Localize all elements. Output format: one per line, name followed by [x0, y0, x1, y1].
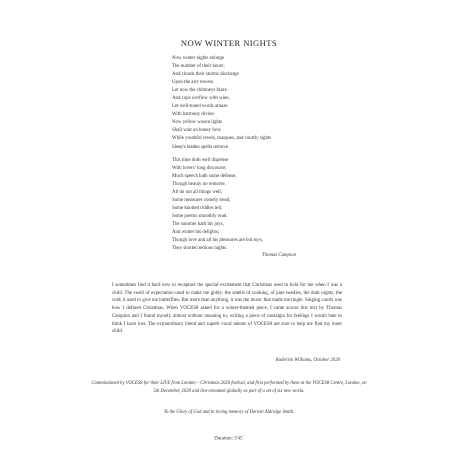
poem-line: Sleep's leaden spells remove.	[172, 144, 230, 150]
commission-note: Commissioned by VOCES8 for their LIVE from London – Christmas 2020 festival, and first performed by them at the VOCES8 Centre, London, on 5th December, 2020 and live-streamed globally as part of a set of six new works.	[91, 381, 367, 394]
poem-line: Some poems smoothly read.	[172, 213, 228, 219]
poem-line: Much speech hath some defense,	[172, 173, 237, 179]
poem-line: And cups o'erflow with wine,	[172, 96, 230, 102]
duration	[0, 434, 458, 442]
poem-line: Some knotted riddles tell,	[172, 205, 223, 211]
poem-line: While youthful revels, masques, and courtly sights	[172, 136, 272, 142]
poem-line: Shall wait on honey love	[172, 128, 221, 134]
duration-label: Duration: 3'45	[214, 436, 243, 442]
poem-title: NOW WINTER NIGHTS	[180, 38, 278, 48]
poem-line: Upon the airy towers.	[172, 80, 215, 86]
poem-line: And winter his delights;	[172, 229, 220, 235]
composer-note: I sometimes find it hard now to recapture the special excitement that Christmas used to hold for me when I was a child. The swell of expectation used to make me giddy; the smells of cooking, of pine needles, the dark nights, the cold, it used to give me butterflies. But more than anything, it was the music that made me tingle. Singing carols was how I defined Christmas. When VOCES8 asked for a winter-themed piece, I came across this text by Thomas Campion and I found myself, almost without meaning to, writing a piece of nostalgia for feelings I would hate to think I have lost. The extraordinary blend and superb vocal talents of VOCES8 are sure to help me find my inner child.	[112, 283, 342, 335]
poem-line: Though love and all his pleasures are but toys,	[172, 238, 263, 244]
poem-line: The number of their hours;	[172, 64, 225, 70]
stanza-1	[172, 55, 352, 152]
poem-line: Let well-tuned words amaze	[172, 104, 228, 110]
poem-line: The summer hath his joys,	[172, 221, 224, 227]
dedication: To the Glory of God and in loving memory of Derwin Aldridge Smith.	[163, 410, 295, 415]
stanza-2	[172, 157, 352, 254]
poem-line: Let now the chimneys blaze	[172, 88, 227, 94]
poem-line: They shorten tedious nights.	[172, 246, 228, 252]
poem-line: Though beauty no remorse.	[172, 181, 226, 187]
poem-line: This time doth well dispense	[172, 157, 229, 163]
poem-line: With lovers' long discourse;	[172, 165, 227, 171]
composer-signature: Roderick Williams, October 2020	[275, 358, 340, 363]
poem-body	[172, 55, 352, 253]
poem-line: With harmony divine.	[172, 112, 215, 118]
poem-line: All do not all things well;	[172, 189, 223, 195]
duration-seconds-mark: "	[242, 434, 244, 438]
poem-author: Thomas Campion	[262, 253, 296, 258]
poem-line: Now yellow waxen lights	[172, 120, 223, 126]
poem-line: Some measures comely tread,	[172, 197, 231, 203]
poem-line: And clouds their storms discharge	[172, 72, 239, 78]
poem-line: Now winter nights enlarge	[172, 56, 224, 61]
